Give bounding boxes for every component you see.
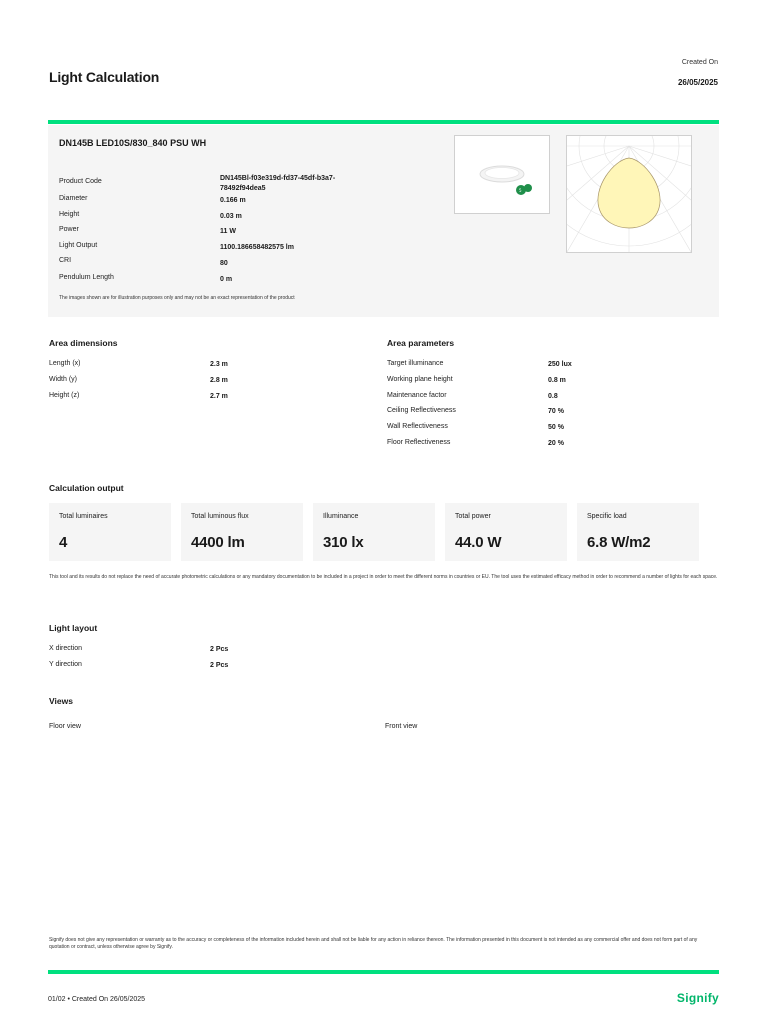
dimension-value-width: 2.8 m xyxy=(210,377,228,384)
output-label: Total luminaires xyxy=(59,513,108,520)
calculation-note: This tool and its results do not replace the need of accurate photometric calculations or any mandatory documentation to be included in a project in order to meet the different norms in countries or EU. The tool uses the estimated efficacy method in order to recommend a number of lights for each space. xyxy=(49,574,718,580)
parameter-label: Wall Reflectiveness xyxy=(387,423,448,430)
created-on-label: Created On xyxy=(681,59,718,66)
parameter-value: 0.8 xyxy=(548,393,558,400)
bottom-accent-bar xyxy=(48,970,719,974)
light-distribution-diagram xyxy=(566,135,692,253)
spec-label: Diameter xyxy=(59,195,88,202)
parameter-value: 250 lux xyxy=(548,361,572,368)
output-label: Illuminance xyxy=(323,513,359,520)
spec-label: CRI xyxy=(59,257,72,264)
parameter-value: 20 % xyxy=(548,440,564,447)
signify-logo: Signify xyxy=(676,991,719,1005)
layout-value-y: 2 Pcs xyxy=(210,662,229,669)
layout-value-x: 2 Pcs xyxy=(210,646,229,653)
spec-label: Pendulum Length xyxy=(59,274,114,281)
output-label: Total power xyxy=(455,513,491,520)
parameter-label: Working plane height xyxy=(387,376,453,383)
spec-value: DN145Bl-f03e319d-fd37-45df-b3a7-78492f94dea5 xyxy=(220,175,336,192)
output-value: 6.8 W/m2 xyxy=(587,534,651,551)
spec-label: Light Output xyxy=(59,242,98,249)
area-dimensions-title: Area dimensions xyxy=(49,338,118,348)
dimension-value-height: 2.7 m xyxy=(210,393,228,400)
product-name: DN145B LED10S/830_840 PSU WH xyxy=(59,138,207,148)
spec-value: 80 xyxy=(220,260,228,267)
product-card xyxy=(48,125,719,317)
front-view-label: Front view xyxy=(385,723,418,730)
output-value: 310 lx xyxy=(323,534,364,551)
output-value: 44.0 W xyxy=(455,534,502,551)
parameter-value: 0.8 m xyxy=(548,377,566,384)
top-accent-bar xyxy=(48,120,719,124)
output-card-total-luminous-flux xyxy=(181,503,303,561)
page-title: Light Calculation xyxy=(49,69,160,85)
spec-value: 0 m xyxy=(220,276,233,283)
parameter-value: 50 % xyxy=(548,424,564,431)
output-card-total-power xyxy=(445,503,567,561)
parameter-label: Target illuminance xyxy=(387,360,444,367)
output-value: 4400 lm xyxy=(191,534,245,551)
spec-label: Height xyxy=(59,211,80,218)
svg-text:5: 5 xyxy=(519,188,522,193)
parameter-label: Floor Reflectiveness xyxy=(387,439,451,446)
area-parameters-title: Area parameters xyxy=(387,338,455,348)
created-on-date: 26/05/2025 xyxy=(677,78,718,87)
output-card-specific-load xyxy=(577,503,699,561)
output-card-illuminance xyxy=(313,503,435,561)
footer-disclaimer: Signify does not give any representation or warranty as to the accuracy or completeness of the information included herein and shall not be liable for any action in reliance thereon. The information presented in this document is not intended as any commercial offer and does not form part of any quotation or contract, unless otherwise agree by Signify. xyxy=(49,937,698,950)
spec-label: Product Code xyxy=(59,178,102,185)
spec-value: 0.166 m xyxy=(220,197,246,204)
output-label: Specific load xyxy=(587,513,627,520)
spec-value: 1100.186658482575 lm xyxy=(220,244,294,251)
dimension-value-length: 2.3 m xyxy=(210,361,228,368)
spec-value: 0.03 m xyxy=(220,213,242,220)
calculation-output-title: Calculation output xyxy=(49,483,124,493)
dimension-label-width: Width (y) xyxy=(49,376,77,383)
dimension-label-length: Length (x) xyxy=(49,360,81,367)
parameter-label: Maintenance factor xyxy=(387,392,447,399)
output-value: 4 xyxy=(59,534,68,551)
parameter-label: Ceiling Reflectiveness xyxy=(387,407,456,414)
light-layout-title: Light layout xyxy=(49,623,98,633)
spec-label: Power xyxy=(59,226,79,233)
product-image-disclaimer: The images shown are for illustration purposes only and may not be an exact representation of the product xyxy=(59,295,295,301)
output-card-total-luminaires xyxy=(49,503,171,561)
output-label: Total luminous flux xyxy=(191,513,249,520)
floor-view-label: Floor view xyxy=(49,723,81,730)
layout-label-y: Y direction xyxy=(49,661,82,668)
views-title: Views xyxy=(49,696,73,706)
parameter-value: 70 % xyxy=(548,408,564,415)
spec-value: 11 W xyxy=(220,228,236,235)
page-info: 01/02 • Created On 26/05/2025 xyxy=(48,996,146,1003)
layout-label-x: X direction xyxy=(49,645,83,652)
product-image xyxy=(454,135,550,214)
dimension-label-height: Height (z) xyxy=(49,392,80,399)
